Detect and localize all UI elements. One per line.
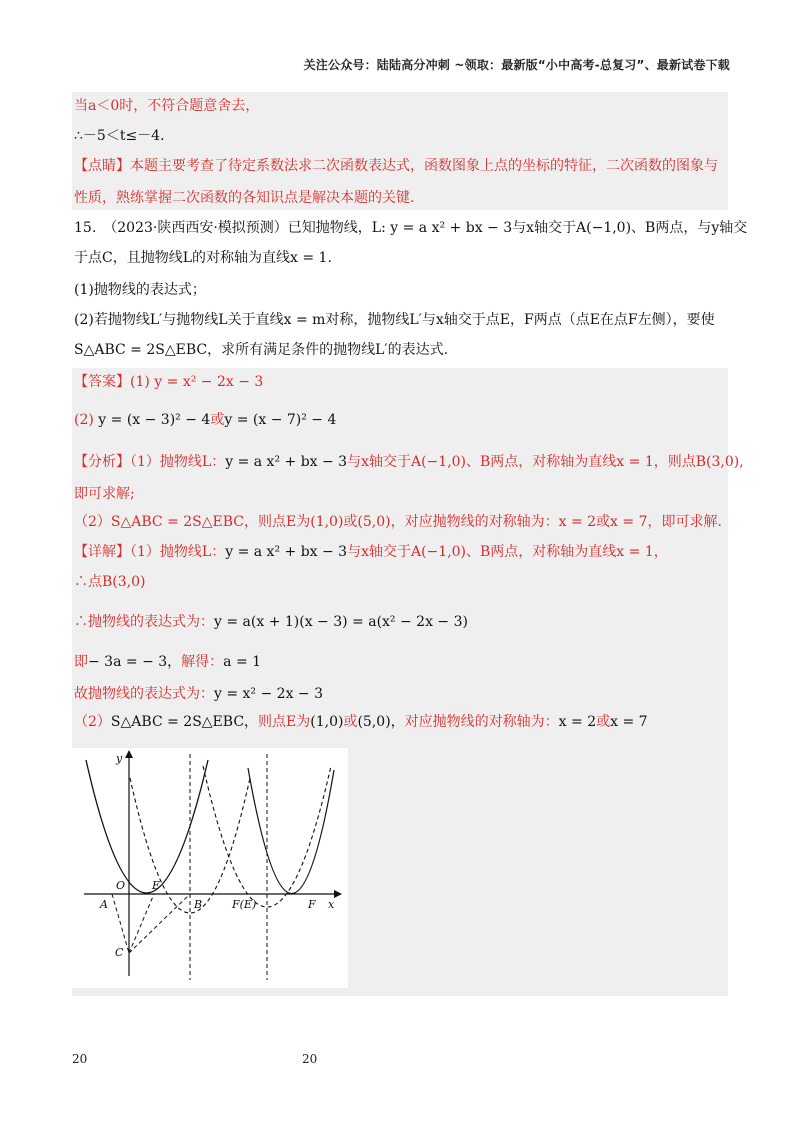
answer-line-2	[74, 410, 336, 430]
label-E: E	[152, 879, 161, 892]
tip-line-1	[74, 156, 718, 176]
answer-2-second: y = (x − 7)² − 4	[224, 412, 337, 428]
answer-line-1	[74, 372, 263, 392]
detail-label: 【详解】	[74, 544, 130, 560]
detail-line-5	[74, 684, 323, 704]
detail-1-rest: 与x轴交于A(−1,0)、B两点，对称轴为直线x = 1，	[347, 544, 668, 560]
analysis-line-3: （2）S△ABC = 2S△EBC，则点E为(1,0)或(5,0)，对应抛物线的对称轴为：x = 2或x = 7，即可求解.	[74, 514, 722, 530]
label-O: O	[116, 879, 126, 892]
detail-1-red: （1）抛物线L：	[130, 544, 226, 560]
detail-6-area: S△ABC = 2S△EBC，	[110, 714, 259, 730]
label-x: x	[328, 898, 335, 911]
detail-4-eq: − 3a = − 3，	[88, 654, 182, 670]
label-FE: F(E)	[232, 898, 257, 911]
problem-q1: (1)抛物线的表达式；	[74, 282, 206, 298]
problem-q2a: (2)若抛物线L′与抛物线L关于直线x = m对称，抛物线L′与x轴交于点E，F两点（点E在点F左侧），要使	[74, 312, 715, 328]
page-number-center: 20	[302, 1052, 318, 1066]
answer-label: 【答案】	[74, 374, 130, 390]
prev-line-1: 当a＜0时，不符合题意舍去，	[74, 98, 260, 114]
answer-2-prefix: (2)	[74, 412, 99, 428]
detail-6-or2: 或	[596, 714, 611, 730]
detail-6-then: 则点E为	[258, 714, 311, 730]
label-y: y	[116, 752, 123, 765]
detail-5-formula: y = x² − 2x − 3	[214, 686, 324, 702]
label-B: B	[194, 898, 203, 911]
answer-2-first: y = (x − 3)² − 4	[98, 412, 211, 428]
detail-4-solve: 解得：	[181, 654, 224, 670]
detail-line-4	[74, 652, 261, 672]
detail-5-red: 故抛物线的表达式为：	[74, 686, 214, 702]
detail-6-x2: x = 2	[558, 714, 597, 730]
label-C: C	[115, 946, 124, 959]
analysis-1-red: （1）抛物线L：	[130, 454, 226, 470]
detail-3-red: ∴抛物线的表达式为：	[74, 614, 214, 630]
detail-line-1	[74, 542, 668, 562]
tip-line-2: 性质，熟练掌握二次函数的各知识点是解决本题的关键.	[74, 190, 415, 206]
detail-6-x7: x = 7	[610, 714, 648, 730]
problem-q2b: S△ABC = 2S△EBC，求所有满足条件的抛物线L′的表达式.	[74, 342, 449, 358]
detail-3-formula: y = a(x + 1)(x − 3) = a(x² − 2x − 3)	[214, 614, 468, 630]
page-header: 关注公众号：陆陆高分冲刺 ~领取：最新版“小中高考-总复习”、最新试卷下载	[303, 58, 730, 72]
detail-4-red: 即	[74, 654, 88, 670]
analysis-label: 【分析】	[74, 454, 130, 470]
detail-4-result: a = 1	[223, 654, 262, 670]
analysis-line-1	[74, 452, 744, 472]
answer-2-or: 或	[210, 412, 225, 428]
detail-line-2: ∴点B(3,0)	[74, 574, 146, 590]
detail-6-axis: 对应抛物线的对称轴为：	[404, 714, 559, 730]
detail-6-num: （2）	[74, 714, 111, 730]
label-A: A	[100, 898, 108, 911]
prev-line-2: ∴－5＜t≤－4．	[74, 128, 175, 144]
analysis-1-formula: y = a x² + bx − 3	[225, 454, 348, 470]
parabola-figure	[72, 748, 348, 988]
analysis-1-rest: 与x轴交于A(−1,0)、B两点，对称轴为直线x = 1，则点B(3,0),	[347, 454, 744, 470]
detail-6-p2: (5,0)，	[357, 714, 405, 730]
detail-6-p1: (1,0)	[310, 714, 344, 730]
problem-line-1: 15. （2023·陕西西安·模拟预测）已知抛物线，L: y = a x² + bx − 3与x轴交于A(−1,0)、B两点，与y轴交	[74, 220, 748, 236]
detail-line-3	[74, 612, 468, 632]
page-number-left: 20	[72, 1052, 88, 1066]
detail-6-or1: 或	[343, 714, 358, 730]
tip-text-1: 本题主要考查了待定系数法求二次函数表达式，函数图象上点的坐标的特征，二次函数的图象与	[130, 158, 718, 174]
label-F: F	[308, 898, 316, 911]
analysis-line-2: 即可求解;	[74, 486, 135, 502]
detail-1-formula: y = a x² + bx − 3	[225, 544, 348, 560]
answer-1: (1) y = x² − 2x − 3	[130, 374, 264, 390]
problem-line-2: 于点C，且抛物线L的对称轴为直线x = 1.	[74, 250, 332, 266]
detail-line-6	[74, 712, 648, 732]
tip-label: 【点睛】	[74, 158, 130, 174]
